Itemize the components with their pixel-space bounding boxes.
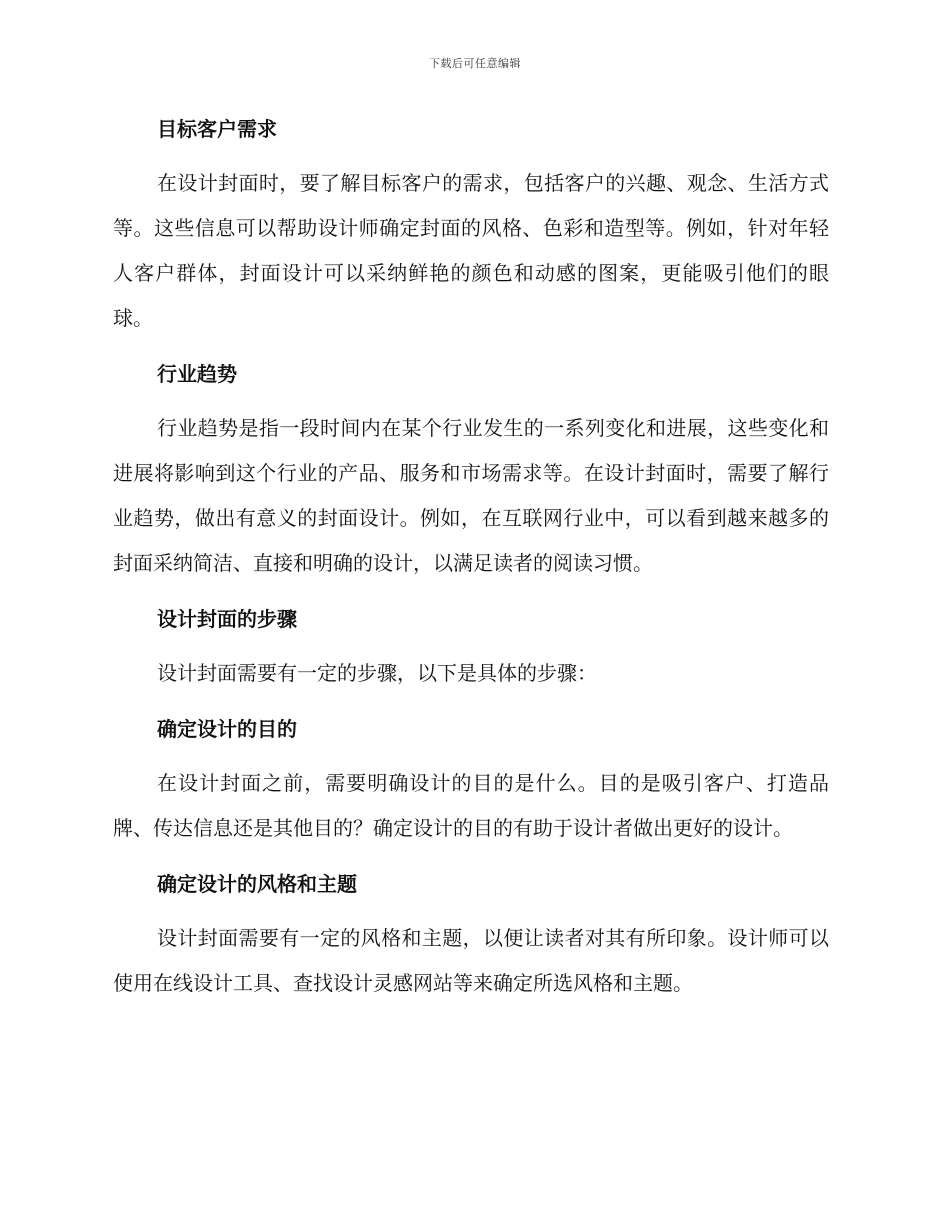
section-paragraph-target-customer: 在设计封面时，要了解目标客户的需求，包括客户的兴趣、观念、生活方式等。这些信息可以帮助设计师确定封面的风格、色彩和造型等。例如，针对年轻人客户群体，封面设计可以采纳鲜艳的颜色和动感的图案，更能吸引他们的眼球。 [113,171,829,330]
section-heading-style-theme: 确定设计的风格和主题 [157,872,357,896]
section-paragraph-style-theme: 设计封面需要有一定的风格和主题，以便让读者对其有所印象。设计师可以使用在线设计工具、查找设计灵感网站等来确定所选风格和主题。 [113,926,829,995]
document-body [113,112,829,1006]
section-heading-industry-trend: 行业趋势 [157,362,237,386]
section-paragraph-design-steps: 设计封面需要有一定的步骤，以下是具体的步骤： [157,661,597,685]
section-heading-target-customer: 目标客户需求 [157,117,277,141]
section-paragraph-industry-trend: 行业趋势是指一段时间内在某个行业发生的一系列变化和进展，这些变化和进展将影响到这个行业的产品、服务和市场需求等。在设计封面时，需要了解行业趋势，做出有意义的封面设计。例如，在互联网行业中，可以看到越来越多的封面采纳简洁、直接和明确的设计，以满足读者的阅读习惯。 [113,416,829,575]
section-heading-design-steps: 设计封面的步骤 [157,607,297,631]
section-paragraph-design-purpose: 在设计封面之前，需要明确设计的目的是什么。目的是吸引客户、打造品牌、传达信息还是其他目的？确定设计的目的有助于设计者做出更好的设计。 [113,771,829,840]
section-heading-design-purpose: 确定设计的目的 [157,717,297,741]
page-header: 下载后可任意编辑 [429,57,521,70]
